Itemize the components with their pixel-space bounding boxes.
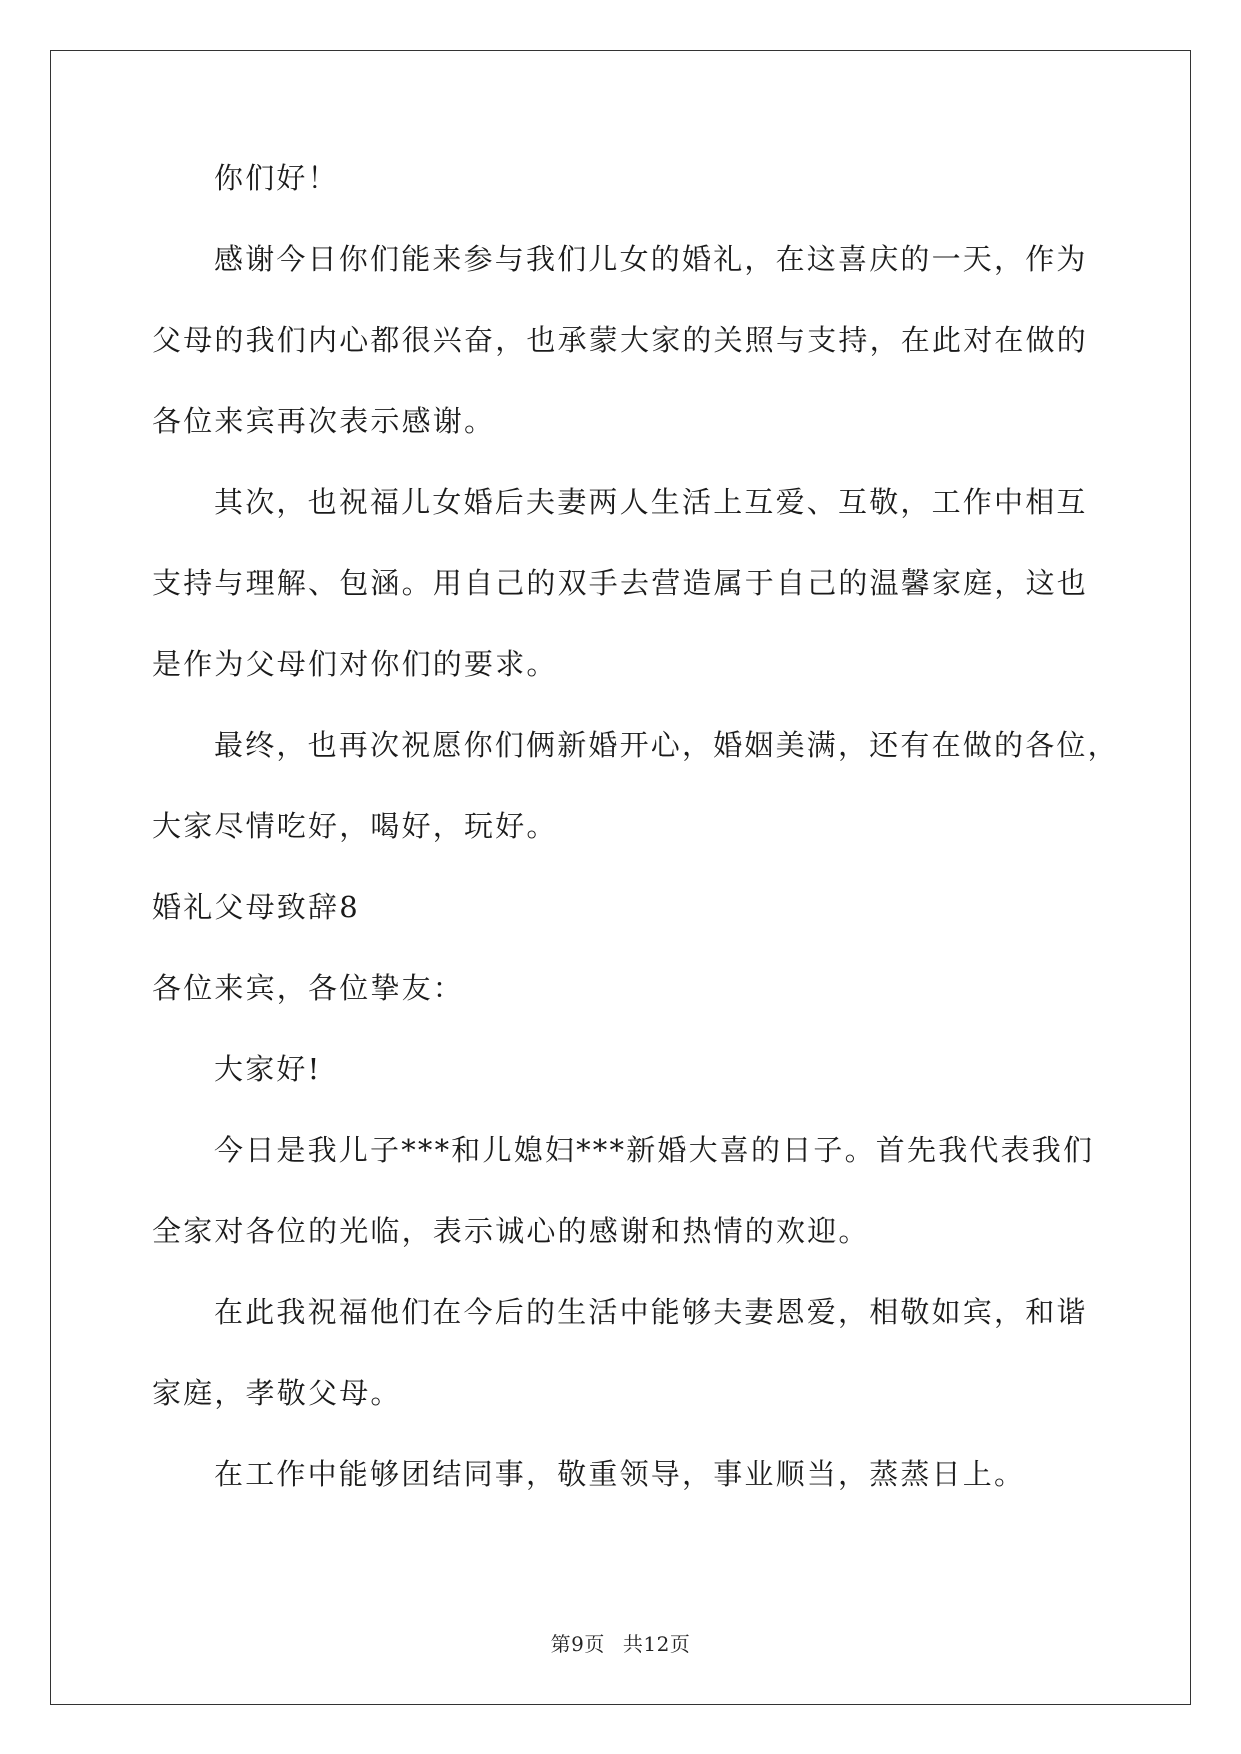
salutation: 各位来宾，各位挚友： — [152, 971, 465, 1005]
page-number-total: 共12页 — [622, 1632, 691, 1656]
paragraph-line: 父母的我们内心都很兴奋，也承蒙大家的关照与支持，在此对在做的 — [152, 323, 1089, 357]
paragraph-line: 其次，也祝福儿女婚后夫妻两人生活上互爱、互敬，工作中相互 — [214, 485, 1088, 519]
paragraph-line: 在工作中能够团结同事，敬重领导，事业顺当，蒸蒸日上。 — [214, 1457, 1026, 1491]
page-footer — [0, 1632, 1241, 1656]
section-heading: 婚礼父母致辞8 — [152, 890, 360, 924]
paragraph-line: 全家对各位的光临，表示诚心的感谢和热情的欢迎。 — [152, 1214, 870, 1248]
greeting: 大家好! — [214, 1052, 322, 1086]
paragraph-line: 在此我祝福他们在今后的生活中能够夫妻恩爱，相敬如宾，和谐 — [214, 1295, 1088, 1329]
paragraph-line: 今日是我儿子***和儿媳妇***新婚大喜的日子。首先我代表我们 — [214, 1133, 1095, 1167]
document-body — [152, 158, 1119, 1535]
paragraph-line: 你们好！ — [214, 161, 339, 195]
paragraph-line: 各位来宾再次表示感谢。 — [152, 404, 496, 438]
paragraph-line: 是作为父母们对你们的要求。 — [152, 647, 558, 681]
paragraph-line: 大家尽情吃好，喝好，玩好。 — [152, 809, 558, 843]
page-number-current: 第9页 — [550, 1632, 605, 1656]
paragraph-line: 家庭，孝敬父母。 — [152, 1376, 402, 1410]
paragraph-line: 支持与理解、包涵。用自己的双手去营造属于自己的温馨家庭，这也 — [152, 566, 1089, 600]
paragraph-line: 最终，也再次祝愿你们俩新婚开心，婚姻美满，还有在做的各位， — [214, 728, 1119, 762]
paragraph-line: 感谢今日你们能来参与我们儿女的婚礼，在这喜庆的一天，作为 — [214, 242, 1088, 276]
